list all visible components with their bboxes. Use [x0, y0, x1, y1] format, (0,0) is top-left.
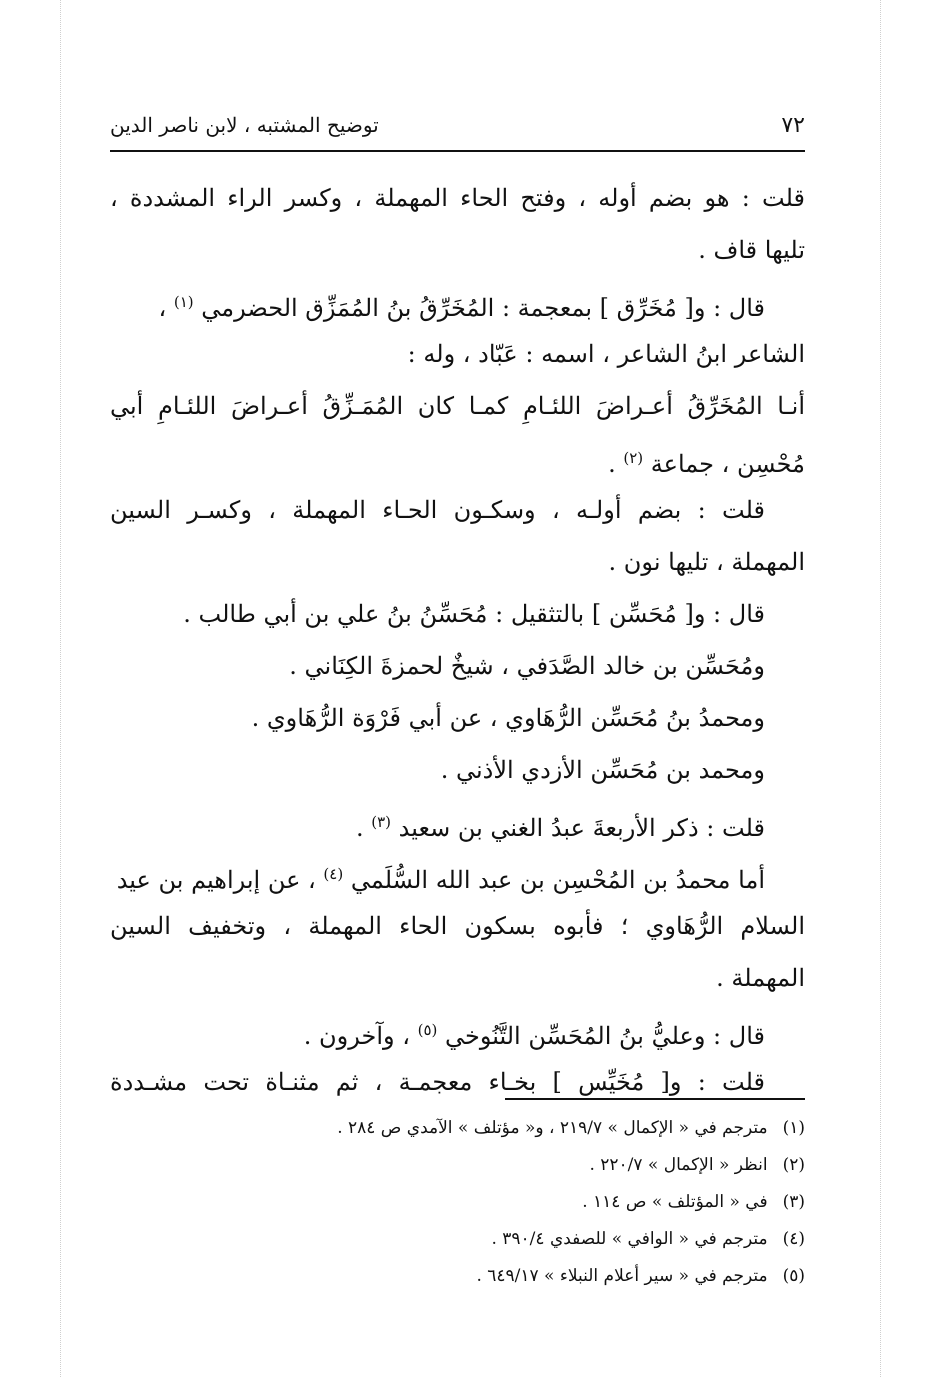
text-line: مُحْسِن ، جماعة $^{(٢)}$ . [608, 449, 805, 478]
running-title: توضيح المشتبه ، لابن ناصر الدين [110, 113, 379, 137]
footnote-item [110, 1221, 805, 1258]
text-line: المهملة . [716, 964, 805, 992]
text-line: ومُحَسِّن بن خالد الصَّدَفي ، شيخٌ لحمزةَ الكِنَاني . [289, 652, 765, 680]
footnote-number: (٢) [782, 1155, 805, 1175]
text-line: ومحمد بن مُحَسِّن الأزدي الأذني . [440, 756, 765, 784]
text-line: قال : وعليُّ بنُ المُحَسِّن التَّنُوخي $^{(٥)}$ ، وآخرون . [303, 1021, 765, 1050]
scan-gutter-line [880, 0, 881, 1377]
text-line: قلت : و[ مُخَيِّس ] بخـاء معجمـة ، ثم مثنـاة تحت مشـددة [110, 1068, 765, 1096]
footnote-item [110, 1184, 805, 1221]
footnote-divider [505, 1098, 805, 1100]
footnote-number: (٤) [782, 1229, 805, 1249]
text-line: تليها قاف . [698, 236, 805, 264]
text-line: قال : و[ مُخَرِّق ] بمعجمة : المُخَرِّقُ بنُ المُمَزِّق الحضرمي $^{(١)}$ ، [158, 293, 765, 322]
scan-gutter-line [60, 0, 61, 1377]
text-line: قال : و[ مُحَسِّن ] بالتثقيل : مُحَسِّنُ بنُ علي بن أبي طالب . [183, 600, 765, 628]
footnote-text: مترجم في « الإكمال » ٢١٩/٧ ، و« مؤتلف » الآمدي ص ٢٨٤ . [337, 1118, 768, 1138]
text-line: قلت : بضم أولـه ، وسكـون الحـاء المهملة ، وكسـر السين [110, 496, 765, 524]
footnote-item [110, 1258, 805, 1295]
page-number: ٧٢ [781, 112, 805, 138]
footnote-ref[interactable]: (٥) [417, 1021, 438, 1039]
footnote-ref[interactable]: (١) [173, 293, 194, 311]
text-line: أما محمدُ بن المُحْسِن بن عبد الله السُّلَمي $^{(٤)}$ ، عن إبراهيم بن عيد [116, 865, 765, 894]
text-line: السلام الرُّهَاوي ؛ فأبوه بسكون الحاء المهملة ، وتخفيف السين [110, 912, 805, 940]
footnote-text: انظر « الإكمال » ٢٢٠/٧ . [589, 1155, 768, 1175]
text-line: قلت : هو بضم أوله ، وفتح الحاء المهملة ، وكسر الراء المشددة ، [110, 184, 805, 212]
text-line: المهملة ، تليها نون . [608, 548, 805, 576]
page-header [110, 105, 805, 145]
poetry-verse: أنـا المُخَرِّقُ أعـراضَ اللئـامِ كمـا كان المُمَـزِّقُ أعـراضَ اللئـامِ أبي [110, 392, 805, 420]
header-divider [110, 150, 805, 152]
footnote-number: (٣) [782, 1192, 805, 1212]
text-line: قلت : ذكر الأربعةَ عبدُ الغني بن سعيد $^{(٣)}$ . [355, 813, 765, 842]
footnotes [110, 1110, 805, 1295]
body-text [110, 172, 805, 1108]
footnote-text: مترجم في « الوافي » للصفدي ٣٩٠/٤ . [491, 1229, 768, 1249]
text-line: الشاعر ابنُ الشاعر ، اسمه : عَبّاد ، وله : [407, 340, 805, 368]
footnote-ref[interactable]: (٤) [323, 865, 344, 883]
footnote-text: مترجم في « سير أعلام النبلاء » ٦٤٩/١٧ . [476, 1266, 768, 1286]
text-line: ومحمدُ بنُ مُحَسِّن الرُّهَاوي ، عن أبي فَرْوَة الرُّهَاوي . [251, 704, 765, 732]
footnote-number: (١) [782, 1118, 805, 1138]
footnote-number: (٥) [782, 1266, 805, 1286]
footnote-text: في « المؤتلف » ص ١١٤ . [582, 1192, 768, 1212]
footnote-item [110, 1110, 805, 1147]
footnote-ref[interactable]: (٢) [623, 449, 644, 467]
footnote-item [110, 1147, 805, 1184]
footnote-ref[interactable]: (٣) [371, 813, 392, 831]
